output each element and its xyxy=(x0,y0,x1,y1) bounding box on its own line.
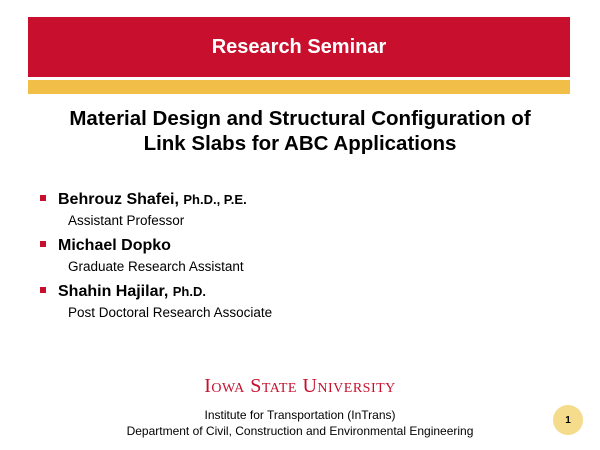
institute-line: Institute for Transportation (InTrans) xyxy=(204,408,396,422)
presenter-credentials: Ph.D. xyxy=(172,284,206,299)
presenter-name: Michael Dopko xyxy=(58,237,171,254)
presenter-role: Assistant Professor xyxy=(68,213,185,228)
presenter-name-line xyxy=(58,235,540,257)
presenter-list xyxy=(40,189,540,327)
page-number-badge xyxy=(553,405,583,435)
page-number: 1 xyxy=(565,414,571,426)
presenter-name: Shahin Hajilar, xyxy=(58,283,169,300)
slide-title xyxy=(20,106,580,156)
presenter-credentials: Ph.D., P.E. xyxy=(183,192,247,207)
presenter-item xyxy=(40,189,540,231)
bullet-icon xyxy=(40,287,46,293)
slide-title-line-1: Material Design and Structural Configuration of xyxy=(69,107,531,130)
header-banner xyxy=(28,17,570,77)
banner-title: Research Seminar xyxy=(211,35,387,58)
presenter-item xyxy=(40,281,540,323)
presenter-role: Post Doctoral Research Associate xyxy=(68,305,273,320)
presenter-item xyxy=(40,235,540,277)
presenter-name-line xyxy=(58,281,540,303)
gold-divider-bar xyxy=(28,80,570,94)
university-wordmark: Iowa State University xyxy=(204,375,396,397)
presenter-role: Graduate Research Assistant xyxy=(68,259,244,274)
department-line: Department of Civil, Construction and Environmental Engineering xyxy=(126,424,474,438)
slide-title-line-2: Link Slabs for ABC Applications xyxy=(143,132,457,155)
bullet-icon xyxy=(40,195,46,201)
bullet-icon xyxy=(40,241,46,247)
presenter-name-line xyxy=(58,189,540,211)
presenter-name: Behrouz Shafei, xyxy=(58,191,179,208)
